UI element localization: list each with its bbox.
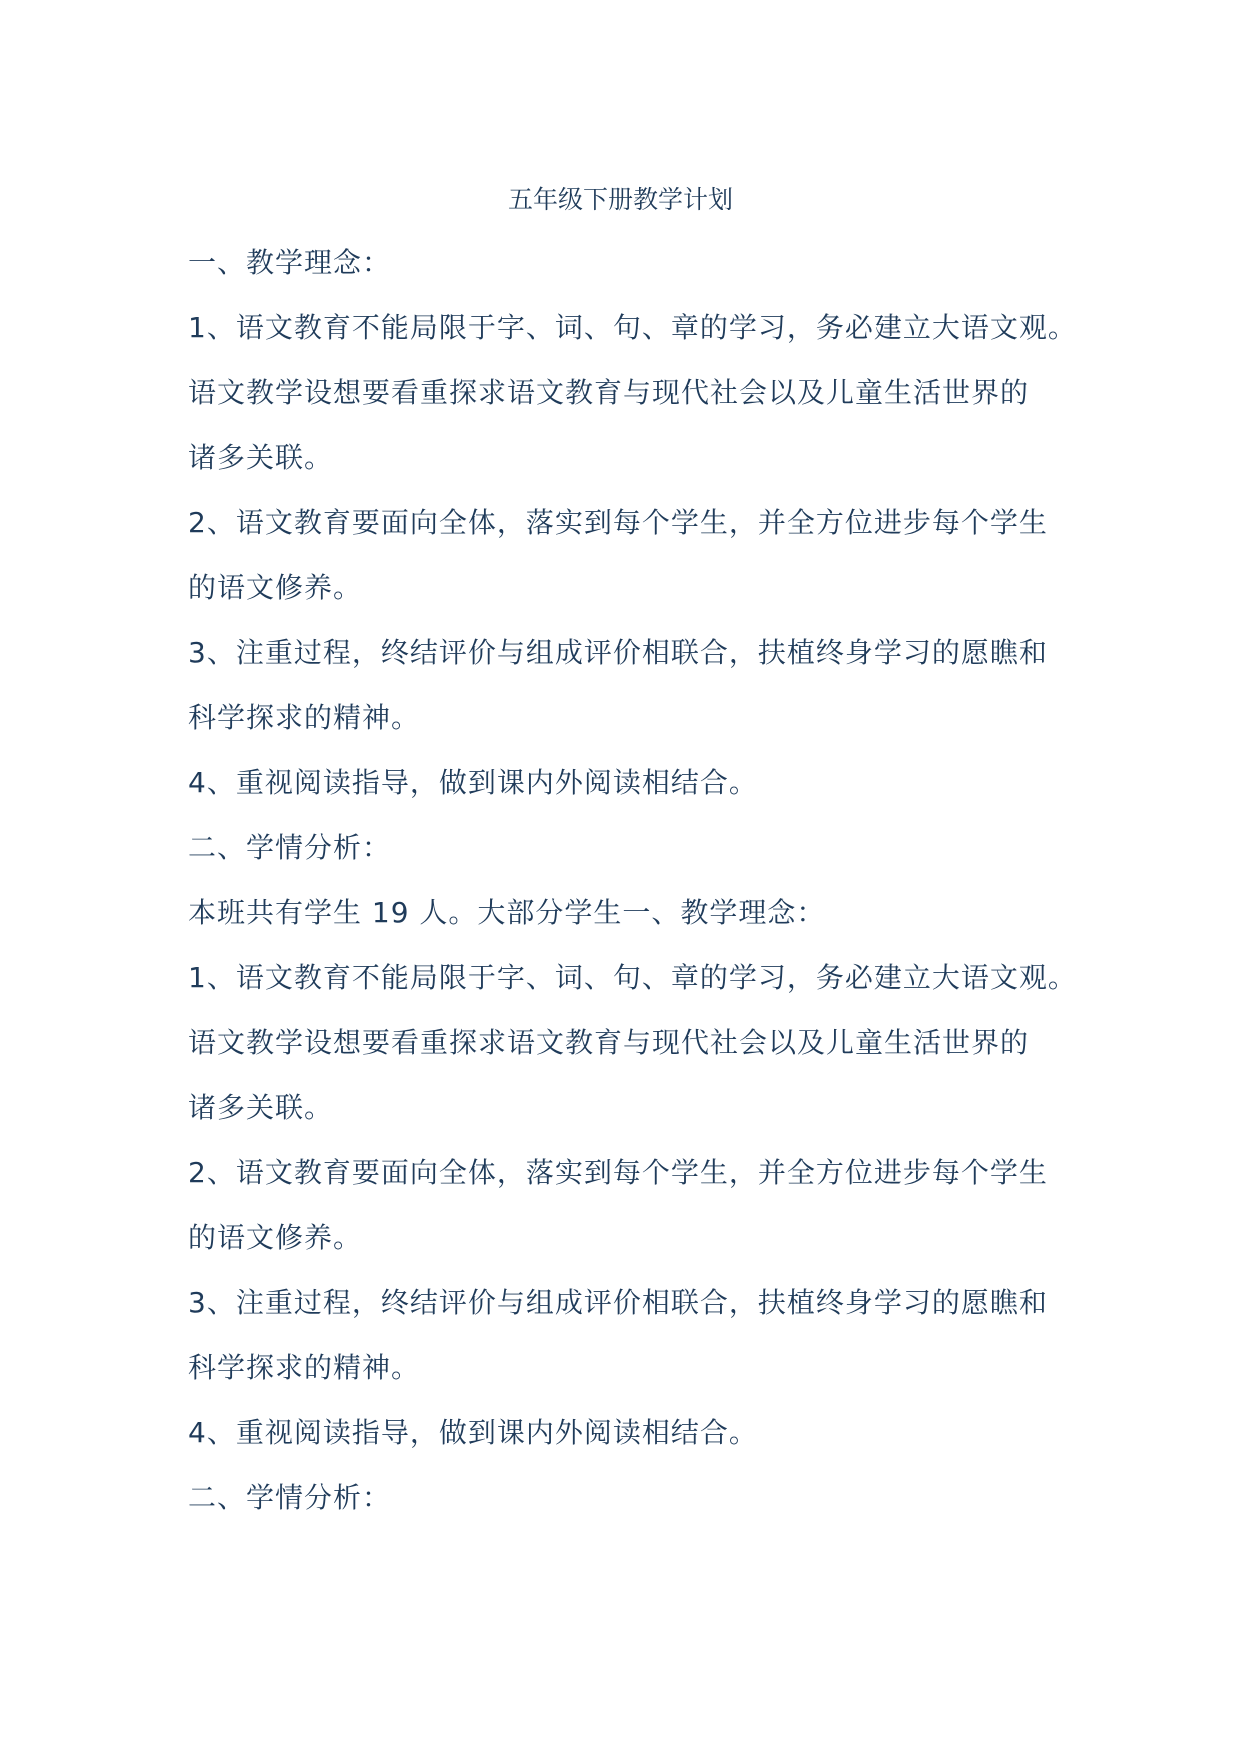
paragraph-line: 诸多关联。 bbox=[188, 441, 334, 474]
paragraph-line: 3、注重过程，终结评价与组成评价相联合，扶植终身学习的愿瞧和 bbox=[188, 636, 1048, 669]
paragraph-line: 本班共有学生 19 人。大部分学生一、教学理念： bbox=[188, 896, 826, 929]
paragraph-line: 诸多关联。 bbox=[188, 1091, 334, 1124]
document-title: 五年级下册教学计划 bbox=[507, 185, 733, 214]
paragraph-line: 语文教学设想要看重探求语文教育与现代社会以及儿童生活世界的 bbox=[188, 376, 1030, 409]
paragraph-line: 科学探求的精神。 bbox=[188, 701, 421, 734]
paragraph-line: 的语文修养。 bbox=[188, 1221, 363, 1254]
document-body bbox=[188, 230, 1077, 1530]
paragraph-line: 科学探求的精神。 bbox=[188, 1351, 421, 1384]
paragraph-line: 1、语文教育不能局限于字、词、句、章的学习，务必建立大语文观。 bbox=[188, 311, 1077, 344]
section-heading-teaching-philosophy: 一、教学理念： bbox=[188, 246, 392, 279]
section-heading-learning-analysis: 二、学情分析： bbox=[188, 831, 392, 864]
paragraph-line: 4、重视阅读指导，做到课内外阅读相结合。 bbox=[188, 766, 758, 799]
paragraph-line: 3、注重过程，终结评价与组成评价相联合，扶植终身学习的愿瞧和 bbox=[188, 1286, 1048, 1319]
paragraph-line: 1、语文教育不能局限于字、词、句、章的学习，务必建立大语文观。 bbox=[188, 961, 1077, 994]
section-heading-learning-analysis: 二、学情分析： bbox=[188, 1481, 392, 1514]
paragraph-line: 4、重视阅读指导，做到课内外阅读相结合。 bbox=[188, 1416, 758, 1449]
paragraph-line: 的语文修养。 bbox=[188, 571, 363, 604]
paragraph-line: 2、语文教育要面向全体，落实到每个学生，并全方位进步每个学生 bbox=[188, 506, 1048, 539]
paragraph-line: 2、语文教育要面向全体，落实到每个学生，并全方位进步每个学生 bbox=[188, 1156, 1048, 1189]
paragraph-line: 语文教学设想要看重探求语文教育与现代社会以及儿童生活世界的 bbox=[188, 1026, 1030, 1059]
